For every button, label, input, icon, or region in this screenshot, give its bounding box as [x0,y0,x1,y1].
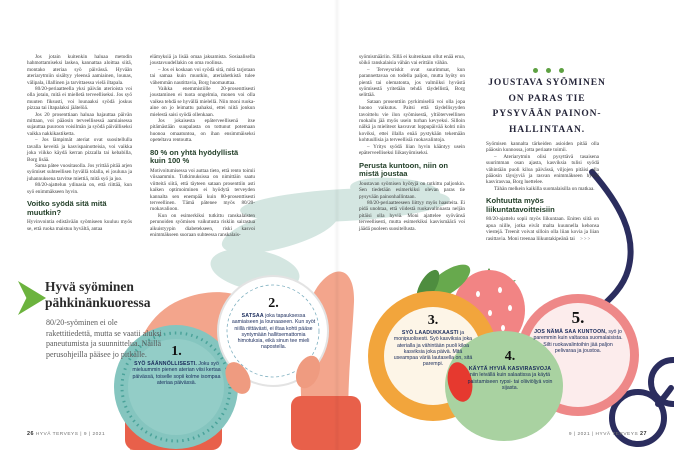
tip-heading: KÄYTÄ HYVIÄ KASVIRASVOJA [468,366,552,372]
body-paragraph: – Jos lämpimät ateriat ovat suositellulla tavalla keveitä ja kasvispainotteisia, voi vaikka joka viikko käydä kerran pizzalla tai kebabilla, Borg lisää. [27,137,132,163]
right-column-1 [359,54,465,232]
section-heading: Voitko syödä sitä mitä muutkin? [27,198,107,217]
body-paragraph: Tähän melkein kaikilla suomalaisilla on matkaa. [494,185,595,192]
section-heading: 80 % on yhtä hyödyllistä kuin 100 % [150,147,239,166]
tip-5-text [533,309,623,354]
tip-4-text [467,349,553,391]
left-column-1 [27,54,132,232]
body-paragraph: Jos 20 prosenttiaan haluaa hajauttaa päivän mittaan, voi pääosin terveellisessä aamiaisessa sujauttaa puuroon voisilmän ja syödä päivälliseksi vaikka nakkikastiketta. [27,111,132,137]
magazine-name: 9 | 2021 | HYVÄ TERVEYS [568,432,639,437]
tip-number: 5. [571,308,585,327]
tip-number: 4. [504,349,516,364]
magazine-name: HYVÄ TERVEYS | 9 | 2021 [35,432,106,437]
pull-quote: JOUSTAVA SYÖMINEN ON PARAS TIE PYSYVÄÄN PAINON-HALLINTAAN. [488,78,606,135]
tip-number: 1. [171,344,182,359]
section-heading: Kohtuutta myös liikuntatavoitteisiin [486,196,555,214]
section-heading: Perusta kuntoon, niin on mistä joustaa [359,160,449,179]
tip-1-text [128,344,225,386]
tip-heading: SYÖ LAADUKKAASTI [401,330,459,336]
body-paragraph: syömismääriin. Sillä ei kuitenkaan ollut enää eroa, söikö ranskalaisia vähän vai erittäin vähän. [359,54,465,67]
tip-body: syö jo paremmin kuin valtaosa suomalaisista. Silti ruokavalintoihin jää paljon pelivaraa ja joustoa. [533,329,623,354]
tip-body: ja monipuolisesti. Syö kasviksia joka aterialla ja vähintään puoli kiloa kasviksia joka päivä. Mitä useampaa väriä lautasella on, sitä parempi. [393,330,473,368]
body-paragraph: – Yritys syödä liian hyvin kääntyy usein epäterveelliseksi liikasyömiseksi. [359,143,465,157]
body-paragraph: elämyksiä ja lisää omaa jaksamista. Sosiaalisella joustavuudellakin on oma roolinsa. [150,54,255,67]
left-page-footer [27,431,105,437]
feature-intro: 80/20-syöminen ei ole rakettitiedettä, mutta se vaatii aluksi paneutumista ja suunnittelua. Näillä perusohjeilla pääsee jo pitkälle. [46,318,162,359]
page-fold [334,0,340,450]
right-page-footer [569,431,647,437]
green-arrow-icon [18,281,46,315]
tip-heading: JOS NÄMÄ SAA KUNTOON, [534,329,607,335]
body-paragraph: Jos jokaisesta epäterveellisenä itse pitämästään suupalasta on tottunut potemaan huonoa omaatuntoa, on ihan ensimmäiseksi opeteltava rentoutta. [150,118,255,144]
body-paragraph [486,216,599,242]
tip-heading: SATSAA [241,313,264,319]
body-paragraph: Syömisen kannalta tärkeiden asioiden pitää olla pääosin kunnossa, jotta periaate toimii. [486,141,599,154]
body-paragraph: – Terveysriskit ovat suurimmat, kun parannettavaa on todella paljon, mutta hyöty on pientä tai olematonta, jos valmiiksi hyvästä syömisestä yritetään tehdä täydellistä, Borg selittää. [359,66,465,99]
tip-number: 2. [268,296,279,311]
page-number: 26 [27,431,34,437]
tip-2-text [231,296,316,351]
tip-body: niin leivällä kuin salaatissa ja käytä paistamiseen rypsi- tai oliiviöljyä voin sijasta. [467,372,553,391]
body-paragraph: 80/20-periaatteella yksi päivän aterioista voi olla jotain, mitä ei mielletä terveelliseksi. Jos syö muuten fiksusti, voi lounaaksi syödä joskus pizzaa tai iltapalaksi jäätelöä. [27,86,132,112]
body-paragraph: 80/20-ajattelun ydinasia on, että riittää, kun syö enimmäkseen hyvin. [27,182,132,195]
body-text: 80/20-ajattelu sopii myös liikuntaan. Eniten siitä on apua niille, jotka eivät malta kuunnella kehonsa viestejä. Treenit voivat silloin olla liian kovia ja liian rasittavia. Moni treenaa liikuntakipeänä tai [486,216,599,242]
tip-3-text [391,313,475,368]
page-number: 27 [640,431,647,437]
feature-title: Hyvä syöminen pähkinänkuoressa [45,279,151,310]
body-paragraph: – Jos ei koskaan voi syödä sitä, mitä tarjotaan tai samaa kuin muutkin, ateriahetkistä tulee vähemmän nautittavia, Borg huomauttaa. [150,66,255,86]
continuation-marker: >>> [580,235,592,241]
body-paragraph: Motivoitumisessa voi auttaa tieto, että rento toimii viisaammin. Tutkimuksissa on nimittäin saatu viitteitä siitä, että täyteen sataan prosenttiin asti kaiken optimoiminen ei hyödytä terveyden kannalta sen enempää kuin 80-prosenttisesti terveellinen. Tämä pätenee myös 80/20-ruokavalioon. [150,167,255,213]
body-paragraph: – Ateriarytmin olisi pysyttävä tasaisena suurimman osan ajasta, kasviksia tulisi syödä vähintään puoli kiloa päivässä, viljojen pitäisi olla pääosin täysjyviä ja rasvan enimmäkseen hyvää kasvirasvaa, Borg luettelee. [486,153,599,186]
body-paragraph: Jos jotain kuitenkin haluaa metodin hahmottamiseksi laskea, kannattaa aloittaa siitä, montako ateriaa syö päivässä. Hyvään ateriarytmiin sisältyy yleensä aamiainen, lounas, välipala, illallinen ja tarvittaessa vielä iltapala. [27,54,132,86]
body-paragraph: Hyvinvointia edistävään syömiseen kuuluu myös se, että ruoka maistuu hyvältä, antaa [27,219,132,232]
body-paragraph: Joustavan syömisen hyötyjä on tutkittu paljonkin. Sen tiedetään esimerkiksi olevan paras tie pysyvään painonhallintaan. [359,180,465,200]
tip-body: Joku syö mieluummin pienen aterian viisi kertaa päivässä, toiselle sopii kolme isompaa ateriaa päivässä. [132,361,221,386]
tip-number: 3. [427,313,439,328]
right-column-2 [486,141,599,242]
body-paragraph: Sataan prosenttiin pyrkimisellä voi olla jopa huono vaikutus. Paitsi että täydellisyyden tavoittelu vie ilon syömisestä, yltiöterveellinen ruokailu jää myös usein turhan kevyeksi. Silloin nälkä ja mieliteot kasvavat loppupäivää kohti niin koviksi, ettei illalla enää pystykään tekemään kohtuullisia ja terveellisiä ruokavalintoja. [359,98,465,144]
left-column-2 [150,54,255,238]
body-paragraph: Sama pätee vuositasolla. Jos yrittää pitää arjen syömiset suhteellisen hyvällä tolalla, ei jouluna ja juhannuksena tarvitse miettiä, mitä syö ja juo. [27,162,132,182]
tip-heading: SYÖ SÄÄNNÖLLISESTI. [134,361,197,367]
tip-body: joka tapauksessa aamiaiseen ja lounaaseen. Kun syöt niillä riittävästi, ei iltaa kohti pääse syntymään hallitsemattomia himotuksia, eikä sinun tee mieli napostella. [231,313,316,351]
body-paragraph: Kun on esimerkiksi tutkittu ranskalaisten perunoiden syömisen vaikutusta riskiin sairastua aikuistyypin diabetekseen, riski kasvoi enimmäkseen suoraan suhteessa ranskalais- [150,212,255,238]
body-paragraph: 80/20-periaatteeseen liittyy myös haasteita. Ei pidä unohtaa, että viidestä ruokavalinnasta neljän pitäisi olla hyviä. Moni ajattelee syövänsä terveellisesti, mutta esimerkiksi kasvismäärä voi jäädä puoleen suositellusta. [359,199,465,232]
body-paragraph: Vaikka enemmistölle 20-prosenttisesti joustaminen ei tuota ongelmia, monen voi olla vaikea tehdä se hyvällä mielellä. Niin moni ruoka-aine on jo leimattu pahaksi, ettei niitä jonkun mielestä saisi syödä ollenkaan. [150,86,255,118]
